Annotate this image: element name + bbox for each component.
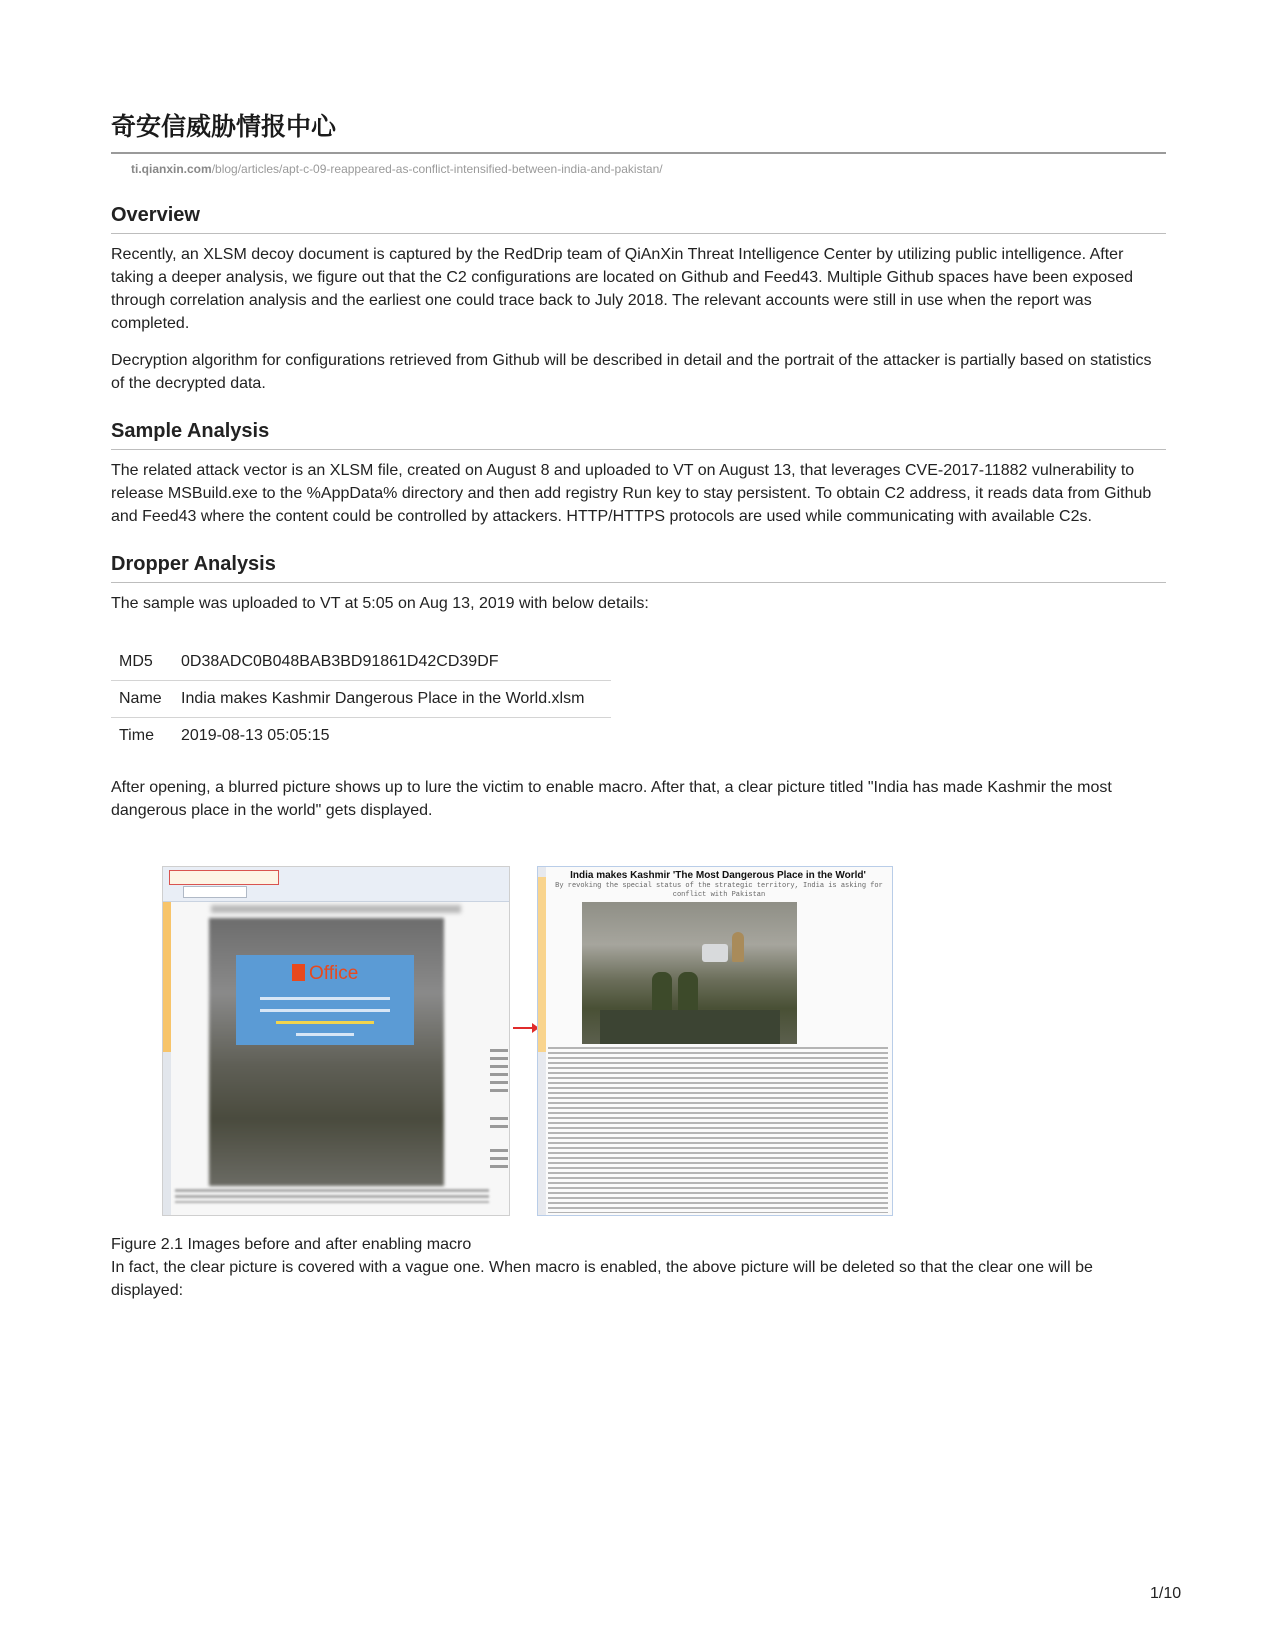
- office-label: Office: [309, 963, 359, 984]
- table-row: [111, 681, 611, 718]
- enable-macro-lure-box: [236, 955, 414, 1045]
- excel-toolbar: [163, 867, 509, 902]
- row-header-highlight: [538, 877, 546, 1052]
- article-subtitle: By revoking the special status of the strategic territory, India is asking for conflict with Pakistan: [555, 882, 883, 899]
- detail-value-md5: 0D38ADC0B048BAB3BD91861D42CD39DF: [181, 653, 499, 670]
- dropper-intro: The sample was uploaded to VT at 5:05 on Aug 13, 2019 with below details:: [111, 595, 649, 612]
- figure-macro-comparison: [162, 866, 897, 1216]
- office-logo: [292, 963, 358, 985]
- detail-value-name: India makes Kashmir Dangerous Place in the World.xlsm: [173, 681, 611, 718]
- detail-key-time: Time: [111, 718, 173, 755]
- sample-analysis-paragraph: The related attack vector is an XLSM file, created on August 8 and uploaded to VT on August 13, that leverages CVE-2017-11882 vulnerability to release MSBuild.exe to the %AppData% directory and then add registry Run key to stay persistent. To obtain C2 address, it reads data from Github and Feed43 where the content could be controlled by attackers. HTTP/HTTPS protocols are used while communicating with available C2s.: [111, 462, 1152, 525]
- side-text-fragment: [490, 1081, 508, 1084]
- side-text-fragment: [490, 1125, 508, 1128]
- table-row: [111, 644, 611, 681]
- sample-analysis-heading: Sample Analysis: [111, 418, 1166, 450]
- document-page: [111, 110, 1166, 822]
- article-body-text: [548, 1047, 888, 1213]
- lure-highlight-line: [276, 1021, 374, 1024]
- detail-key-name: Name: [111, 681, 173, 718]
- row-header-highlight: [163, 902, 171, 1052]
- article-photo: [582, 902, 797, 1044]
- side-text-fragment: [490, 1149, 508, 1152]
- table-row: [111, 718, 611, 755]
- url-path[interactable]: /blog/articles/apt-c-09-reappeared-as-conflict-intensified-between-india-and-pakistan/: [211, 162, 663, 176]
- side-text-fragment: [490, 1065, 508, 1068]
- after-table-paragraph: After opening, a blurred picture shows up to lure the victim to enable macro. After that, a clear picture titled "India has made Kashmir the most dangerous place in the world" gets displayed.: [111, 779, 1112, 819]
- blurred-headline: [211, 905, 461, 913]
- macro-warning-bar: [169, 870, 279, 885]
- figure-followup-paragraph: In fact, the clear picture is covered with a vague one. When macro is enabled, the above picture will be deleted so that the clear one will be displayed:: [111, 1259, 1093, 1299]
- dropper-analysis-heading: Dropper Analysis: [111, 551, 1166, 583]
- arrow-right-icon: [513, 1027, 535, 1029]
- overview-heading: Overview: [111, 202, 1166, 234]
- side-text-fragment: [490, 1073, 508, 1076]
- blurred-footer-text: [175, 1189, 489, 1203]
- overview-paragraph-2: Decryption algorithm for configurations retrieved from Github will be described in detail and the portrait of the attacker is partially based on statistics of the decrypted data.: [111, 352, 1152, 392]
- url-host[interactable]: ti.qianxin.com: [131, 162, 212, 176]
- source-url[interactable]: [131, 161, 1166, 177]
- lure-text-line: [260, 997, 390, 1000]
- blurred-decoy-screenshot: [162, 866, 510, 1216]
- photo-vehicle: [600, 1010, 780, 1044]
- page-number: 1/10: [1150, 1585, 1182, 1602]
- clear-article-screenshot: [537, 866, 893, 1216]
- sample-details-table: [111, 644, 611, 754]
- side-text-fragment: [490, 1165, 508, 1168]
- figure-caption: Figure 2.1 Images before and after enabling macro: [111, 1236, 472, 1253]
- side-text-fragment: [490, 1089, 508, 1092]
- detail-value-time: 2019-08-13 05:05:15: [173, 718, 611, 755]
- site-title: 奇安信威胁情报中心: [111, 112, 337, 141]
- article-title: India makes Kashmir 'The Most Dangerous Place in the World': [570, 870, 866, 881]
- lure-text-line: [260, 1009, 390, 1012]
- detail-key-md5: MD5: [119, 653, 153, 670]
- photo-vehicle: [702, 944, 728, 962]
- figure-caption-block: [111, 1233, 1166, 1302]
- title-divider: [111, 152, 1166, 154]
- side-text-fragment: [490, 1157, 508, 1160]
- side-text-fragment: [490, 1057, 508, 1060]
- office-icon: [292, 964, 305, 981]
- side-text-fragment: [490, 1117, 508, 1120]
- photo-figure: [732, 932, 744, 962]
- cell-reference-box: [183, 886, 247, 898]
- overview-paragraph-1: Recently, an XLSM decoy document is captured by the RedDrip team of QiAnXin Threat Intelligence Center by utilizing public intelligence. After taking a deeper analysis, we figure out that the C2 configurations are located on Github and Feed43. Multiple Github spaces have been exposed through correlation analysis and the earliest one could trace back to July 2018. The relevant accounts were still in use when the report was completed.: [111, 246, 1133, 332]
- side-text-fragment: [490, 1049, 508, 1052]
- lure-text-line: [296, 1033, 354, 1036]
